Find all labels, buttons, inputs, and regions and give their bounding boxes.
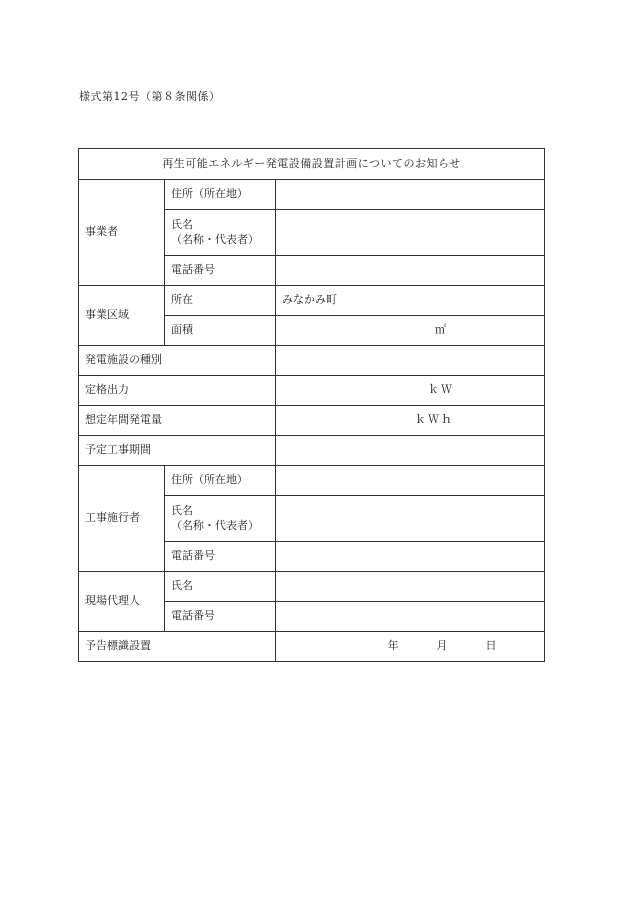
construction-period-field[interactable]: [276, 436, 545, 466]
operator-phone-label: 電話番号: [165, 256, 276, 286]
sign-installation-label: 予告標識設置: [79, 632, 276, 662]
site-agent-label: 現場代理人: [79, 572, 165, 632]
rated-output-label: 定格出力: [79, 376, 276, 406]
contractor-address-label: 住所（所在地）: [165, 466, 276, 496]
notice-form-table: [78, 148, 545, 662]
date-year: 年: [387, 639, 399, 653]
operator-name-field[interactable]: [276, 210, 545, 256]
facility-type-field[interactable]: [276, 346, 545, 376]
operator-name-label-line1: 氏名: [171, 217, 193, 231]
operator-name-label: [165, 210, 276, 256]
form-number: 様式第12号（第８条関係）: [79, 90, 221, 103]
construction-period-label: 予定工事期間: [79, 436, 276, 466]
date-day: 日: [485, 639, 497, 653]
location-label: 所在: [165, 286, 276, 316]
contractor-address-field[interactable]: [276, 466, 545, 496]
area-label: 面積: [165, 316, 276, 346]
sign-installation-date-field[interactable]: [276, 632, 545, 662]
annual-generation-unit: ｋＷｈ: [415, 413, 455, 427]
operator-address-label: 住所（所在地）: [165, 180, 276, 210]
date-month: 月: [436, 639, 448, 653]
operator-address-field[interactable]: [276, 180, 545, 210]
site-agent-phone-field[interactable]: [276, 602, 545, 632]
operator-name-label-line2: （名称・代表者）: [171, 232, 259, 246]
rated-output-field[interactable]: [276, 376, 545, 406]
area-field[interactable]: [276, 316, 545, 346]
contractor-name-field[interactable]: [276, 496, 545, 542]
operator-phone-field[interactable]: [276, 256, 545, 286]
form-title: 再生可能エネルギー発電設備設置計画についてのお知らせ: [79, 149, 545, 180]
area-unit: ㎡: [435, 323, 447, 337]
project-area-label: 事業区域: [79, 286, 165, 346]
facility-type-label: 発電施設の種別: [79, 346, 276, 376]
contractor-phone-label: 電話番号: [165, 542, 276, 572]
contractor-phone-field[interactable]: [276, 542, 545, 572]
site-agent-name-label: 氏名: [165, 572, 276, 602]
contractor-name-label-line2: （名称・代表者）: [171, 518, 259, 532]
site-agent-phone-label: 電話番号: [165, 602, 276, 632]
contractor-name-label: [165, 496, 276, 542]
location-field[interactable]: みなかみ町: [276, 286, 545, 316]
contractor-label: 工事施行者: [79, 466, 165, 572]
site-agent-name-field[interactable]: [276, 572, 545, 602]
annual-generation-label: 想定年間発電量: [79, 406, 276, 436]
rated-output-unit: ｋＷ: [428, 383, 455, 397]
contractor-name-label-line1: 氏名: [171, 503, 193, 517]
operator-label: 事業者: [79, 180, 165, 286]
annual-generation-field[interactable]: [276, 406, 545, 436]
